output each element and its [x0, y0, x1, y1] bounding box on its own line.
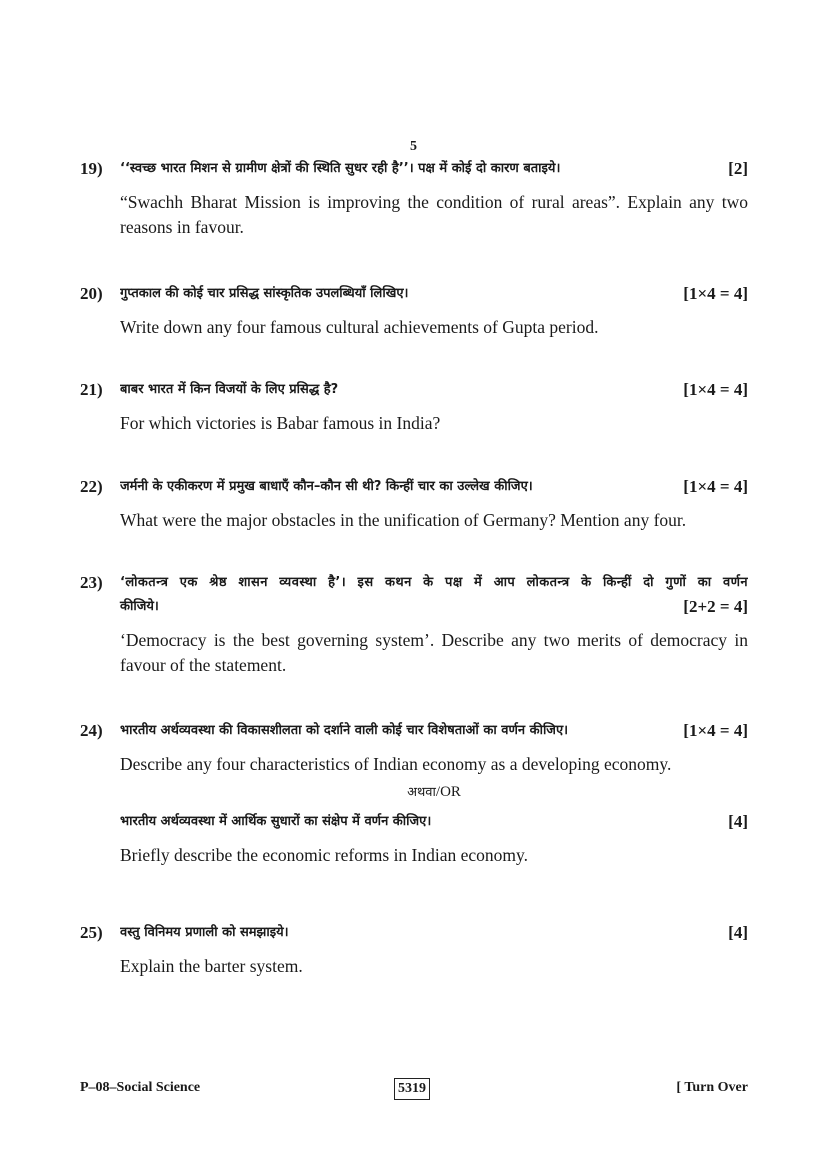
footer-turn-over: [ Turn Over [676, 1080, 748, 1095]
question-header [80, 157, 748, 181]
question-marks: [1×4 = 4] [677, 719, 748, 743]
question-text-english: Describe any four characteristics of Indian economy as a developing economy. [120, 754, 672, 774]
or-separator [120, 781, 748, 804]
question-header [80, 475, 748, 499]
question-text-english: “Swachh Bharat Mission is improving the condition of rural areas”. Explain any two reasons in favour. [120, 192, 748, 237]
question-number: 23) [80, 573, 103, 592]
question-number: 19) [80, 159, 103, 178]
question-text-hindi-line-2 [120, 595, 748, 619]
question-text-english: ‘Democracy is the best governing system’. Describe any two merits of democracy in favour of the statement. [120, 630, 748, 675]
question-text-hindi: वस्तु विनिमय प्रणाली को समझाइये। [120, 925, 289, 940]
question-number: 20) [80, 284, 103, 303]
question-marks: [1×4 = 4] [677, 475, 748, 499]
page-number: 5 [410, 139, 417, 154]
question-number: 25) [80, 923, 103, 942]
question-text-hindi: ‘‘स्वच्छ भारत मिशन से ग्रामीण क्षेत्रों की स्थिति सुधर रही है’’। पक्ष में कोई दो कारण बताइये। [120, 161, 561, 176]
question-22 [80, 475, 748, 533]
question-marks: [2+2 = 4] [677, 595, 748, 619]
question-number: 24) [80, 721, 103, 740]
question-text-english: Explain the barter system. [120, 956, 303, 976]
question-number: 21) [80, 380, 103, 399]
question-text-hindi: गुप्तकाल की कोई चार प्रसिद्ध सांस्कृतिक उपलब्धियाँ लिखिए। [120, 286, 409, 301]
question-text-hindi-continued: कीजिये। [120, 599, 159, 614]
question-21 [80, 378, 748, 436]
question-text-hindi: बाबर भारत में किन विजयों के लिए प्रसिद्ध है? [120, 382, 339, 397]
question-header [80, 921, 748, 945]
question-marks: [4] [722, 921, 748, 945]
alternative-question-hindi [120, 810, 748, 834]
question-25 [80, 921, 748, 979]
or-english: /OR [435, 784, 461, 800]
question-23 [80, 571, 748, 678]
question-text-english: What were the major obstacles in the unification of Germany? Mention any four. [120, 510, 687, 530]
question-marks: [2] [722, 157, 748, 181]
question-text-english: Write down any four famous cultural achievements of Gupta period. [120, 317, 599, 337]
or-hindi: अथवा [407, 785, 436, 800]
question-header [80, 719, 748, 743]
alternative-text-english: Briefly describe the economic reforms in Indian economy. [120, 845, 529, 865]
question-text-english: For which victories is Babar famous in India? [120, 413, 441, 433]
question-header [80, 571, 748, 595]
question-text-hindi: भारतीय अर्थव्यवस्था की विकासशीलता को दर्शाने वाली कोई चार विशेषताओं का वर्णन कीजिए। [120, 723, 569, 738]
footer-subject: P–08–Social Science [80, 1080, 201, 1095]
question-19 [80, 157, 748, 240]
question-marks: [1×4 = 4] [677, 378, 748, 402]
alternative-text-hindi: भारतीय अर्थव्यवस्था में आर्थिक सुधारों का संक्षेप में वर्णन कीजिए। [120, 814, 432, 829]
question-header [80, 378, 748, 402]
question-text-hindi: जर्मनी के एकीकरण में प्रमुख बाधाएँ कौन–कौन सी थी? किन्हीं चार का उल्लेख कीजिए। [120, 479, 533, 494]
question-20 [80, 282, 748, 340]
question-number: 22) [80, 477, 103, 496]
alternative-marks: [4] [722, 810, 748, 834]
question-24 [80, 719, 748, 868]
question-header [80, 282, 748, 306]
footer-paper-code: 5319 [394, 1078, 430, 1100]
question-marks: [1×4 = 4] [677, 282, 748, 306]
question-text-hindi-line-1: ‘लोकतन्त्र एक श्रेष्ठ शासन व्यवस्था है’। इस कथन के पक्ष में आप लोकतन्त्र के किन्हीं दो गुणों का वर्णन [120, 575, 748, 590]
